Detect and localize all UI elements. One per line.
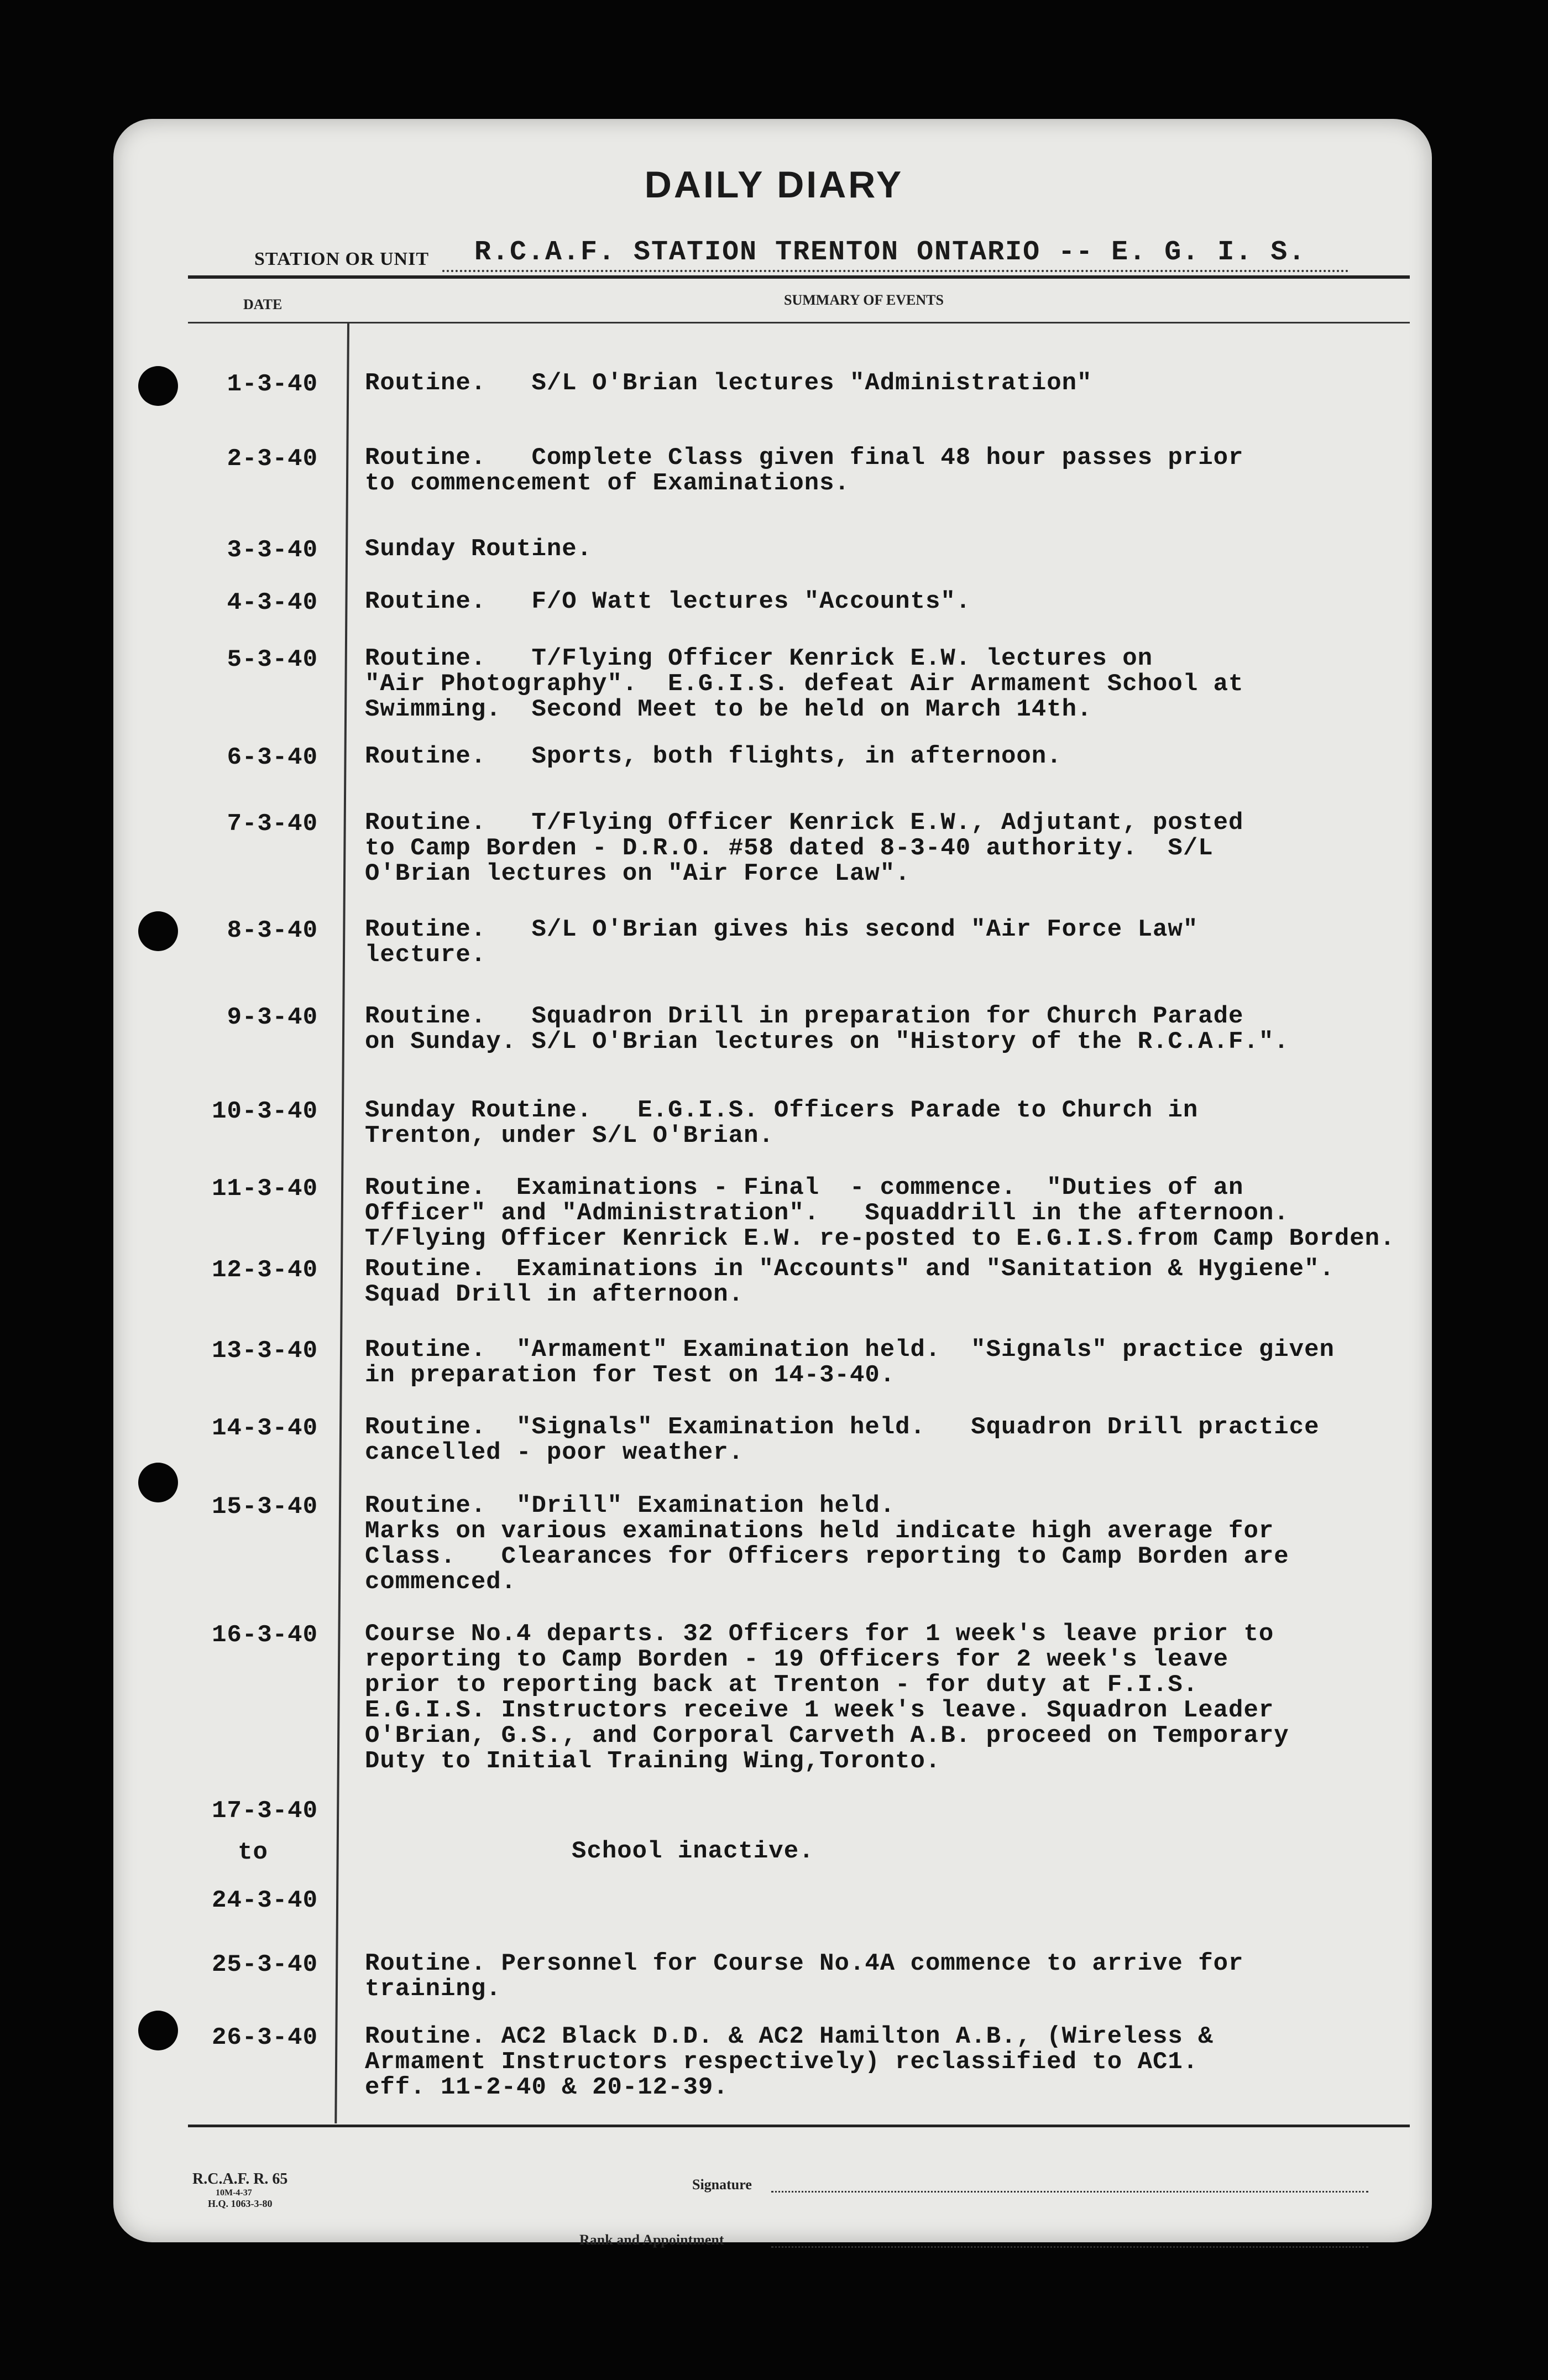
form-identifier — [192, 2170, 287, 2210]
entry-date: 11-3-40 — [212, 1175, 318, 1203]
station-value: R.C.A.F. STATION TRENTON ONTARIO -- E. G. I. S. — [474, 237, 1306, 268]
signature-field — [771, 2191, 1368, 2193]
entry-text: Routine. T/Flying Officer Kenrick E.W. lectures on "Air Photography". E.G.I.S. defeat Air Armament School at Swimming. Second Meet to be held on March 14th. — [365, 645, 1244, 723]
entry-date: 6-3-40 — [227, 744, 318, 771]
date-column-header: DATE — [243, 296, 283, 312]
page-title: DAILY DIARY — [644, 164, 904, 206]
entry-date: 8-3-40 — [227, 917, 318, 944]
entry-text: Routine. Personnel for Course No.4A commence to arrive for training. — [365, 1950, 1244, 2003]
entry-text: School inactive. — [420, 1838, 814, 1865]
entry-date: to — [238, 1839, 268, 1866]
entry-text: Routine. Complete Class given final 48 hour passes prior to commencement of Examinations. — [365, 444, 1244, 497]
entry-date: 5-3-40 — [227, 646, 318, 674]
entry-text: Routine. AC2 Black D.D. & AC2 Hamilton A.B., (Wireless & Armament Instructors respectively) reclassified to AC1. eff. 11-2-40 & 20-12-39. — [365, 2023, 1214, 2101]
entry-text: Routine. Examinations - Final - commence. "Duties of an Officer" and "Administration". Squaddrill in the afternoon. T/Flying Officer Kenrick E.W. re-posted to E.G.I.S.from Camp Borden. — [365, 1174, 1395, 1252]
entry-date: 7-3-40 — [227, 810, 318, 838]
entry-date: 25-3-40 — [212, 1951, 318, 1979]
entry-text: Routine. S/L O'Brian lectures "Administration" — [365, 369, 1092, 397]
entry-text: Sunday Routine. — [365, 535, 593, 563]
entry-text: Routine. T/Flying Officer Kenrick E.W., Adjutant, posted to Camp Borden - D.R.O. #58 dated 8-3-40 authority. S/L O'Brian lectures on "Air Force Law". — [365, 809, 1244, 888]
entry-text: Routine. "Armament" Examination held. "Signals" practice given in preparation for Test on 14-3-40. — [365, 1336, 1335, 1389]
entry-text: Routine. "Drill" Examination held. Marks on various examinations held indicate high average for Class. Clearances for Officers reporting to Camp Borden are commenced. — [365, 1492, 1289, 1596]
form-id: R.C.A.F. R. 65 — [192, 2170, 288, 2188]
entry-text: Routine. Examinations in "Accounts" and "Sanitation & Hygiene". Squad Drill in afternoon. — [365, 1255, 1335, 1308]
station-dotted-line — [442, 270, 1349, 272]
entry-date: 14-3-40 — [212, 1415, 318, 1442]
column-header-rule — [188, 322, 1410, 323]
footer-rule — [188, 2125, 1410, 2127]
entry-text: Routine. Sports, both flights, in afternoon. — [365, 743, 1062, 770]
summary-column-header: SUMMARY OF EVENTS — [784, 292, 944, 308]
station-label: STATION OR UNIT — [254, 249, 430, 269]
entry-date: 2-3-40 — [227, 445, 318, 473]
entry-date: 17-3-40 — [212, 1797, 318, 1825]
entry-date: 3-3-40 — [227, 536, 318, 564]
punch-hole-icon — [138, 1463, 178, 1502]
punch-hole-icon — [138, 366, 178, 406]
entry-date: 4-3-40 — [227, 589, 318, 617]
rank-label: Rank and Appointment — [579, 2232, 724, 2248]
form-hq-code: H.Q. 1063-3-80 — [208, 2198, 273, 2209]
entry-date: 16-3-40 — [212, 1621, 318, 1649]
entry-text: Routine. Squadron Drill in preparation for Church Parade on Sunday. S/L O'Brian lectures on "History of the R.C.A.F.". — [365, 1003, 1289, 1056]
entry-date: 15-3-40 — [212, 1493, 318, 1521]
entry-text: Routine. F/O Watt lectures "Accounts". — [365, 588, 971, 615]
entry-text: Routine. "Signals" Examination held. Squadron Drill practice cancelled - poor weather. — [365, 1413, 1320, 1466]
rank-field — [771, 2246, 1368, 2248]
entry-date: 24-3-40 — [212, 1887, 318, 1914]
entry-text: Sunday Routine. E.G.I.S. Officers Parade to Church in Trenton, under S/L O'Brian. — [365, 1097, 1199, 1150]
signature-label: Signature — [692, 2177, 752, 2193]
punch-hole-icon — [138, 911, 178, 951]
header-rule — [188, 275, 1410, 279]
entry-date: 1-3-40 — [227, 370, 318, 398]
entry-text: Routine. S/L O'Brian gives his second "Air Force Law" lecture. — [365, 916, 1199, 969]
entry-date: 10-3-40 — [212, 1098, 318, 1125]
form-print-code: 10M-4-37 — [216, 2188, 252, 2198]
punch-hole-icon — [138, 2011, 178, 2050]
entry-date: 26-3-40 — [212, 2024, 318, 2052]
entry-date: 13-3-40 — [212, 1337, 318, 1365]
entry-date: 12-3-40 — [212, 1256, 318, 1284]
entry-date: 9-3-40 — [227, 1004, 318, 1031]
entry-text: Course No.4 departs. 32 Officers for 1 week's leave prior to reporting to Camp Borden - 19 Officers for 2 week's leave prior to reporting back at Trenton - for duty at F.I.S. E.G.I.S. Instructors receive 1 week's leave. Squadron Leader O'Brian, G.S., and Corporal Carveth A.B. proceed on Temporary Duty to Initial Training Wing,Toronto. — [365, 1620, 1289, 1775]
